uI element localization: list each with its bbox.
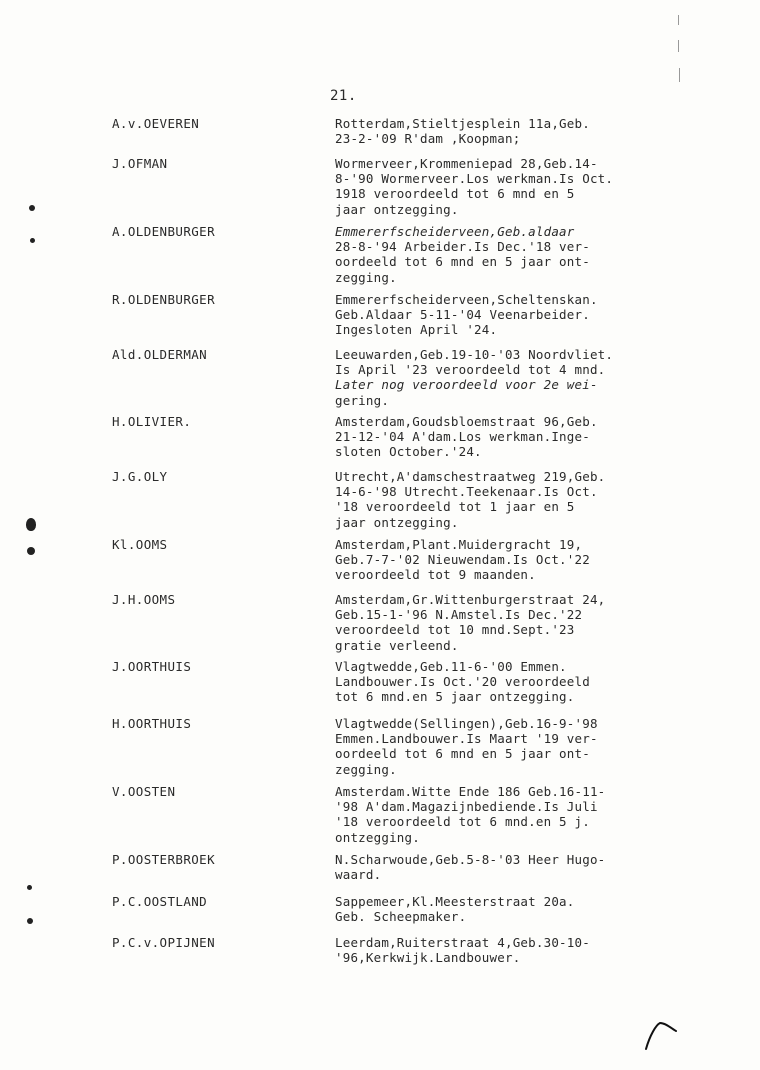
entry-name: A.v.OEVEREN	[112, 116, 200, 131]
binder-hole-mark	[27, 918, 33, 924]
scan-edge-mark	[678, 15, 679, 25]
entry-description: N.Scharwoude,Geb.5-8-'03 Heer Hugo- waard.	[335, 852, 606, 883]
entry-description: Wormerveer,Krommeniepad 28,Geb.14- 8-'90 Wormerveer.Los werkman.Is Oct. 1918 veroordeeld tot 6 mnd en 5 jaar ontzegging.	[335, 156, 614, 217]
scan-edge-mark	[679, 68, 680, 82]
entry-description: Vlagtwedde(Sellingen),Geb.16-9-'98 Emmen.Landbouwer.Is Maart '19 ver- oordeeld tot 6 mnd en 5 jaar ont- zegging.	[335, 716, 598, 777]
entry-name: P.C.v.OPIJNEN	[112, 935, 216, 950]
entry-name: P.OOSTERBROEK	[112, 852, 216, 867]
entry-name: Ald.OLDERMAN	[112, 347, 208, 362]
entry-description: Amsterdam,Plant.Muidergracht 19, Geb.7-7-'02 Nieuwendam.Is Oct.'22 veroordeeld tot 9 maanden.	[335, 537, 590, 583]
entry-description: Amsterdam.Witte Ende 186 Geb.16-11- '98 A'dam.Magazijnbediende.Is Juli '18 veroordeeld tot 6 mnd.en 5 j. ontzegging.	[335, 784, 606, 845]
binder-hole-mark	[27, 547, 35, 555]
entry-name: H.OORTHUIS	[112, 716, 192, 731]
scan-edge-mark	[678, 40, 679, 52]
entry-name: J.H.OOMS	[112, 592, 176, 607]
entry-name: H.OLIVIER.	[112, 414, 192, 429]
entry-description: Leeuwarden,Geb.19-10-'03 Noordvliet. Is April '23 veroordeeld tot 4 mnd. Later nog veroordeeld voor 2e wei- gering.	[335, 347, 614, 408]
entry-description: Leerdam,Ruiterstraat 4,Geb.30-10- '96,Kerkwijk.Landbouwer.	[335, 935, 590, 966]
entry-description: Amsterdam,Gr.Wittenburgerstraat 24, Geb.15-1-'96 N.Amstel.Is Dec.'22 veroordeeld tot 10 mnd.Sept.'23 gratie verleend.	[335, 592, 606, 653]
entry-description: Vlagtwedde,Geb.11-6-'00 Emmen. Landbouwer.Is Oct.'20 veroordeeld tot 6 mnd.en 5 jaar ontzegging.	[335, 659, 590, 705]
entry-description: Sappemeer,Kl.Meesterstraat 20a. Geb. Scheepmaker.	[335, 894, 575, 925]
page-number: 21.	[330, 88, 357, 104]
entry-name: A.OLDENBURGER	[112, 224, 216, 239]
pen-mark	[642, 1015, 682, 1055]
entry-name: J.G.OLY	[112, 469, 168, 484]
entry-description: Utrecht,A'damschestraatweg 219,Geb. 14-6-'98 Utrecht.Teekenaar.Is Oct. '18 veroordeeld tot 1 jaar en 5 jaar ontzegging.	[335, 469, 606, 530]
entry-name: Kl.OOMS	[112, 537, 168, 552]
binder-hole-mark	[26, 518, 36, 531]
entry-name: V.OOSTEN	[112, 784, 176, 799]
binder-hole-mark	[27, 885, 32, 890]
entry-description: Amsterdam,Goudsbloemstraat 96,Geb. 21-12-'04 A'dam.Los werkman.Inge- sloten October.'24.	[335, 414, 598, 460]
entry-name: P.C.OOSTLAND	[112, 894, 208, 909]
entry-name: J.OFMAN	[112, 156, 168, 171]
binder-hole-mark	[29, 205, 35, 211]
entry-name: J.OORTHUIS	[112, 659, 192, 674]
entry-description: Rotterdam,Stieltjesplein 11a,Geb. 23-2-'09 R'dam ,Koopman;	[335, 116, 590, 147]
entry-name: R.OLDENBURGER	[112, 292, 216, 307]
entry-description: Emmererfscheiderveen,Scheltenskan. Geb.Aldaar 5-11-'04 Veenarbeider. Ingesloten April '24.	[335, 292, 598, 338]
binder-hole-mark	[30, 238, 35, 243]
entry-description: Emmererfscheiderveen,Geb.aldaar 28-8-'94 Arbeider.Is Dec.'18 ver- oordeeld tot 6 mnd en 5 jaar ont- zegging.	[335, 224, 590, 285]
